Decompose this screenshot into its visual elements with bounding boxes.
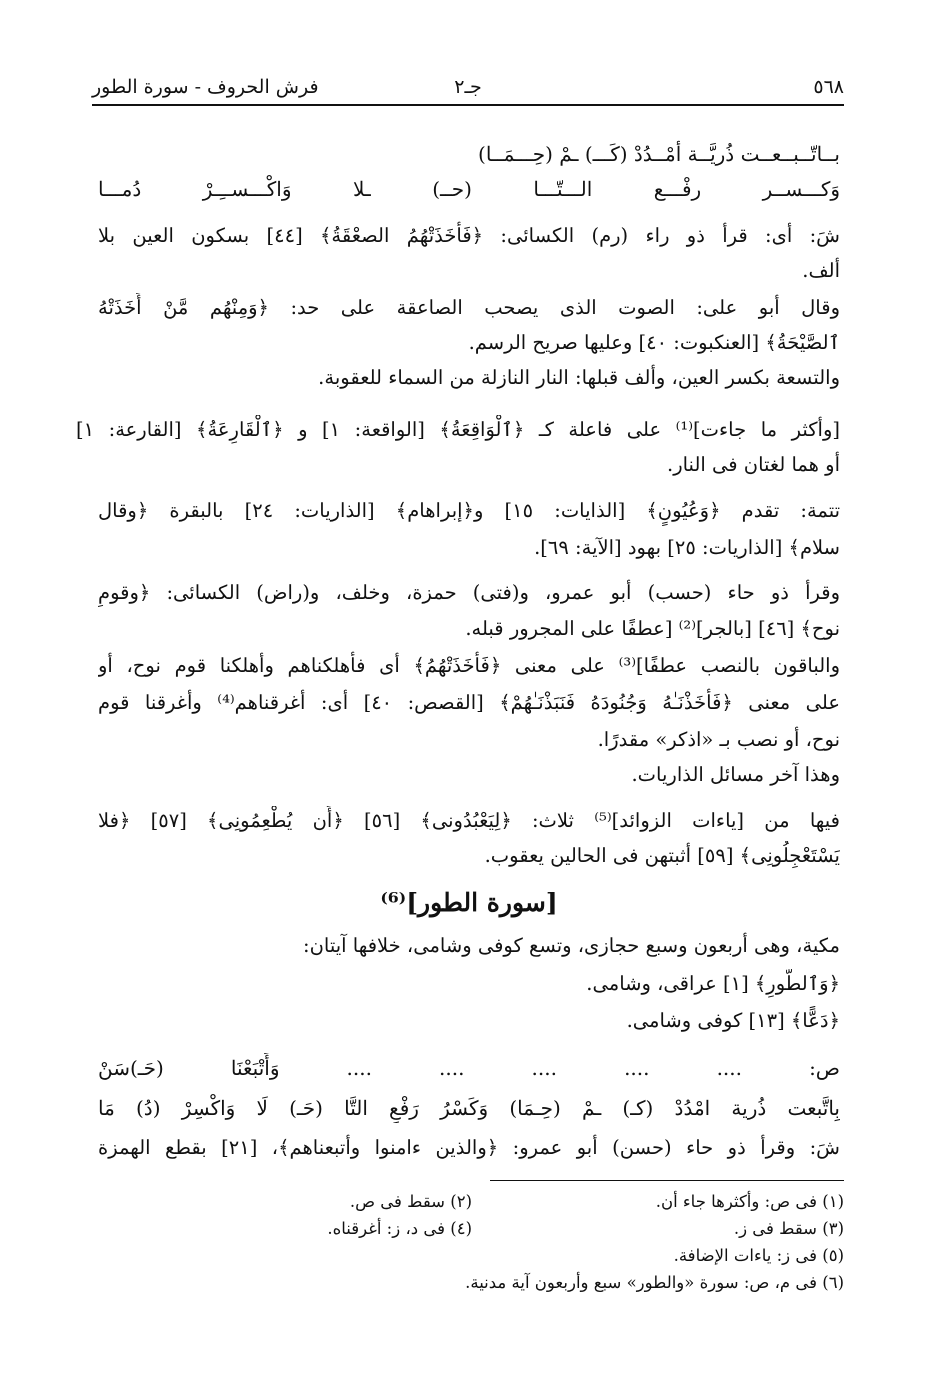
verse-line: ص: .... .... .... .... .... وَأَتْبَعْنَا (حَـ)سَنْ xyxy=(98,1056,840,1080)
commentary-line: على معنى ﴿فَأَخَذْنَـٰهُ وَجُنُودَهُ فَنَبَذْنَـٰهُمْ﴾ [القصص: ٤٠] أى: أغرقناهم⁽⁴⁾ وأغرقنا قوم xyxy=(98,691,840,714)
footnote-rule xyxy=(490,1180,844,1181)
footnote: (٥) فى ز: ياءات الإضافة. xyxy=(673,1246,844,1265)
commentary-line: وقال أبو على: الصوت الذى يصحب الصاعقة على حد: ﴿وَمِنْهُم مَّنْ أَخَذَتْهُ xyxy=(98,296,840,319)
commentary-line: مكية، وهى أربعون وسبع حجازى، وتسع كوفى وشامى، خلافها آيتان: xyxy=(303,934,840,957)
page-number: ٥٦٨ xyxy=(813,76,844,98)
running-header xyxy=(92,70,844,106)
commentary-line: ألف. xyxy=(802,259,840,282)
commentary-line: أو هما لغتان فى النار. xyxy=(667,453,840,476)
commentary-line: وهذا آخر مسائل الذاريات. xyxy=(631,763,840,786)
surah-title: [سورة الطور]⁽⁶⁾ xyxy=(380,888,558,917)
footnote: (٣) سقط فى ز. xyxy=(733,1219,844,1238)
commentary-line: والتسعة بكسر العين، وألف قبلها: النار النازلة من السماء للعقوبة. xyxy=(318,366,840,389)
volume-label: جـ٢ xyxy=(454,76,482,98)
header-title: فرش الحروف - سورة الطور xyxy=(92,76,319,98)
commentary-line: [وأكثر ما جاءت]⁽¹⁾ على فاعلة كـ ﴿ٱلْوَاقِعَةُ﴾ [الواقعة: ١] و ﴿ٱلْقَارِعَةُ﴾ [القارعة: ١] xyxy=(76,418,840,441)
commentary-line: يَسْتَعْجِلُونِى﴾ [٥٩] أثبتهن فى الحالين يعقوب. xyxy=(484,844,840,867)
commentary-line: فيها من [ياءات الزوائد]⁽⁵⁾ ثلاث: ﴿لِيَعْبُدُونى﴾ [٥٦] ﴿أَن يُطْعِمُونِى﴾ [٥٧] ﴿فلا xyxy=(98,809,840,832)
verse-line-2: وَكـــســر رفْـــع الـــتّـــا (حــ) ـلا وَاكْـــســِـرْ دُمـــا xyxy=(98,177,840,201)
commentary-line: وقرأ ذو حاء (حسب) أبو عمرو، و(فتى) حمزة، وخلف، و(راض) الكسائى: ﴿وقومِ xyxy=(98,581,840,604)
commentary-line: ﴿وَٱلطُّورِ﴾ [١] عراقى، وشامى. xyxy=(586,972,840,995)
commentary-line: ﴿دَعًّا﴾ [١٣] كوفى وشامى. xyxy=(626,1009,840,1032)
footnote: (١) فى ص: وأكثرها جاء أن. xyxy=(655,1192,844,1211)
commentary-line: نوح﴾ [٤٦] [بالجر]⁽²⁾ [عطفًا على المجرور قبله. xyxy=(465,617,840,640)
footnote: (٤) فى د، ز: أغرقناه. xyxy=(327,1219,472,1238)
commentary-line: شَ: أى: قرأ ذو راء (رم) الكسائى: ﴿فَأَخَذَتْهُمُ الصعْقَةُ﴾ [٤٤] بسكون العين بلا xyxy=(98,224,840,247)
footnote: (٦) فى م، ص: سورة «والطور» سبع وأربعون آية مدنية. xyxy=(465,1273,844,1292)
footnote: (٢) سقط فى ص. xyxy=(349,1192,472,1211)
commentary-line: شَ: وقرأ ذو حاء (حسن) أبو عمرو: ﴿والذين ءامنوا وأتبعناهم﴾، [٢١] بقطع الهمزة xyxy=(98,1136,840,1159)
commentary-line: نوح، أو نصب بـ «اذكر» مقدرًا. xyxy=(597,728,840,751)
verse-line: بِاتَّبعت ذُرية امْدُدْ (كـ) ـمْ (حِـمَا) وَكَسْرُ رَفْعِ التَّا (حَـ) لَا وَاكْسِرْ (دُ) مَا xyxy=(98,1096,840,1120)
commentary-line: ٱلصَّيْحَةُ﴾ [العنكبوت: ٤٠] وعليها صريح الرسم. xyxy=(468,331,840,354)
note-line: سلام﴾ [الذاريات: ٢٥] بهود [الآية: ٦٩]. xyxy=(534,536,840,559)
commentary-line: والباقون بالنصب عطفًا]⁽³⁾ على معنى ﴿فَأَخَذَتْهُمُ﴾ أى فأهلكناهم وأهلكنا قوم نوح، أو xyxy=(98,654,840,677)
verse-line-1: بــاتّــبــعــت ذُريَّــة أمْــدُدْ (كَـــ) ـمْ (حِـــمَــا) xyxy=(478,142,840,166)
note-line: تتمة: تقدم ﴿وَعُيُونٍ﴾ [الذايات: ١٥] و﴿إبراهام﴾ [الذاريات: ٢٤] بالبقرة ﴿وقال xyxy=(98,499,840,522)
